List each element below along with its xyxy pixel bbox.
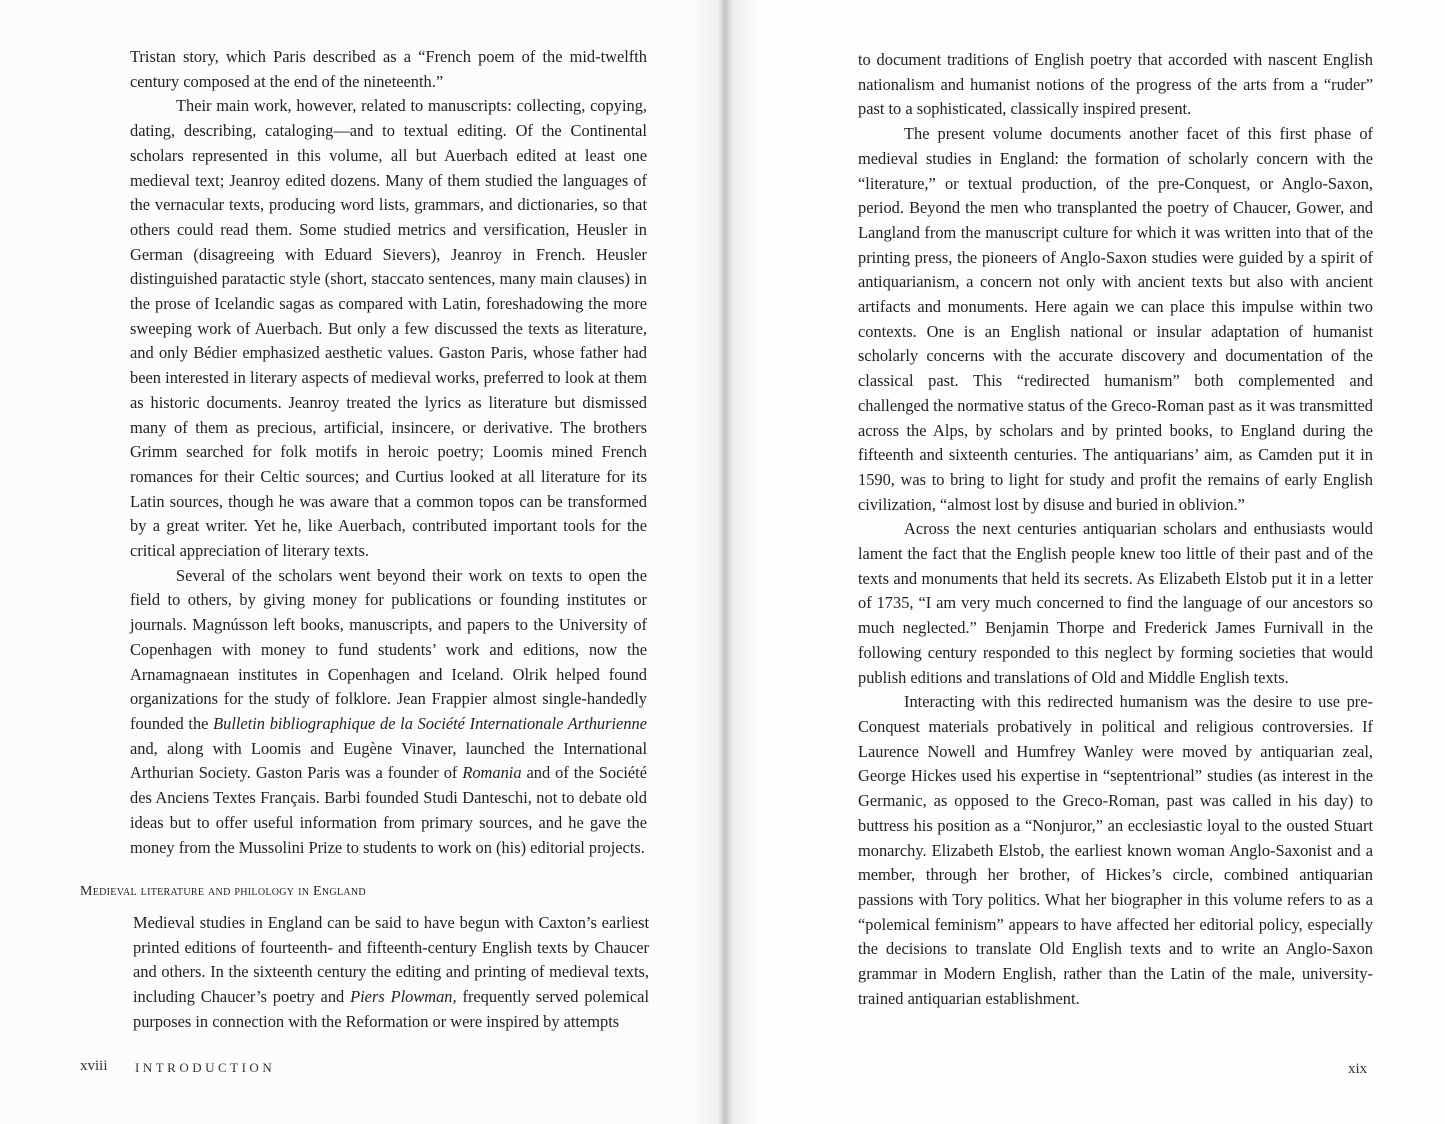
paragraph: The present volume documents another facet of this first phase of medieval studies in England: the formation of scholarly concern with the “literature,” or textual production, of the pre-Conquest, or Anglo-Saxon, period. Beyond the men who transplanted the poetry of Chaucer, Gower, and Langland from the manuscript culture for which it was written into that of the printing press, the pioneers of Anglo-Saxon studies were guided by a spirit of antiquarianism, a concern not only with ancient texts but also with ancient artifacts and monuments. Here again we can place this impulse within two contexts. One is an English national or insular adaptation of humanist scholarly concerns with the accurate discovery and documentation of the classical past. This “redirected humanism” both complemented and challenged the normative status of the Greco-Roman past as it was transmitted across the Alps, by scholars and by printed books, to England during the fifteenth and sixteenth centuries. The antiquarians’ aim, as Camden put it in 1590, was to bring to light for study and profit the remains of early English civilization, “almost lost by disuse and buried in oblivion.” bbox=[858, 124, 1373, 514]
left-page bbox=[0, 0, 722, 1124]
text-run: Several of the scholars went beyond their work on texts to open the field to others, by giving money for publications or founding institutes or journals. Magnússon left books, manuscripts, and papers to the University of Copenhagen with money to fund students’ work and editions, now the Arnamagnaean institutes in Copenhagen and Iceland. Olrik helped found organizations for the study of folklore. Jean Frappier almost single-handedly founded the bbox=[130, 565, 647, 733]
paragraph bbox=[133, 911, 649, 1035]
section-heading: Medieval literature and philology in England bbox=[80, 884, 366, 899]
text-run: and of the Société des Anciens Textes Français. Barbi founded Studi Danteschi, not to debate old ideas but to offer useful information from primary sources, and he gave the money from the Mussolini Prize to students to work on (his) editorial projects. bbox=[130, 763, 647, 857]
page-number: xviii bbox=[80, 1058, 108, 1074]
italic-title: Bulletin bibliographique de la Société Internationale Arthurienne bbox=[213, 713, 647, 733]
page-number: xix bbox=[1348, 1061, 1368, 1077]
italic-title: Piers Plowman, bbox=[350, 987, 457, 1007]
paragraph bbox=[130, 564, 647, 860]
text-run: frequently served polemical purposes in connection with the Reformation or were inspired by attempts bbox=[133, 987, 649, 1031]
paragraph: Across the next centuries antiquarian scholars and enthusiasts would lament the fact that the English people knew too little of their past and of the texts and monuments that held its secrets. As Elizabeth Elstob put it in a letter of 1735, “I am very much concerned to find the language of our ancestors so much neglected.” Benjamin Thorpe and Frederick James Furnivall in the following century responded to this neglect by forming societies that would publish editions and translations of Old and Middle English texts. bbox=[858, 519, 1373, 687]
text-run: and, along with Loomis and Eugène Vinaver, launched the International Arthurian Society. Gaston Paris was a founder of bbox=[130, 738, 647, 783]
left-text-block-2 bbox=[133, 911, 649, 1035]
paragraph: to document traditions of English poetry that accorded with nascent English nationalism and humanist notions of the progress of the arts from a “ruder” past to a sophisticated, classically inspired present. bbox=[858, 50, 1373, 119]
italic-title: Romania bbox=[462, 763, 522, 783]
paragraph: Tristan story, which Paris described as a “French poem of the mid-twelfth century composed at the end of the nineteenth.” bbox=[130, 47, 647, 91]
text-run: Medieval studies in England can be said to have begun with Caxton’s earliest printed editions of fourteenth- and fifteenth-century English texts by Chaucer and others. In the sixteenth century the editing and printing of medieval texts, including Chaucer’s poetry and bbox=[133, 913, 649, 1007]
paragraph: Their main work, however, related to manuscripts: collecting, copying, dating, describing, cataloging—and to textual editing. Of the Continental scholars represented in this volume, all but Auerbach edited at least one medieval text; Jeanroy edited dozens. Many of them studied the languages of the vernacular texts, producing word lists, grammars, and dictionaries, so that others could read them. Some studied metrics and versification, Heusler in German (disagreeing with Eduard Sievers), Jeanroy in French. Heusler distinguished paratactic style (short, staccato sentences, many main clauses) in the prose of Icelandic sagas as compared with Latin, foreshadowing the more sweeping work of Auerbach. But only a few discussed the texts as literature, and only Bédier emphasized aesthetic values. Gaston Paris, whose father had been interested in literary aspects of medieval works, preferred to look at them as historic documents. Jeanroy treated the lyrics as literature but dismissed many of them as precious, artificial, insincere, or derivative. The brothers Grimm searched for folk motifs in heroic poetry; Loomis mined French romances for their Celtic sources; and Curtius looked at all literature for its Latin sources, though he was aware that a common topos can be transformed by a great writer. Yet he, like Auerbach, contributed important tools for the critical appreciation of literary texts. bbox=[130, 96, 647, 561]
paragraph: Interacting with this redirected humanism was the desire to use pre-Conquest materials probatively in political and religious controversies. If Laurence Nowell and Humfrey Wanley were moved by antiquarian zeal, George Hickes used his expertise in “septentrional” studies (as interest in the Germanic, as opposed to the Greco-Roman, past was called in his day) to buttress his position as a “Nonjuror,” an ecclesiastic loyal to the ousted Stuart monarchy. Elizabeth Elstob, the earliest known woman Anglo-Saxonist and a member, through her brother, of Hickes’s circle, combined antiquarian passions with Tory politics. What her biographer in this volume refers to as a “polemical feminism” appears to have affected her editorial policy, especially the decisions to translate Old English texts and to write an Anglo-Saxon grammar in Modern English, rather than the Latin of the male, university-trained antiquarian establishment. bbox=[858, 692, 1373, 1008]
right-text-block bbox=[858, 48, 1373, 1011]
running-head: INTRODUCTION bbox=[135, 1060, 276, 1075]
left-text-block bbox=[130, 45, 647, 860]
